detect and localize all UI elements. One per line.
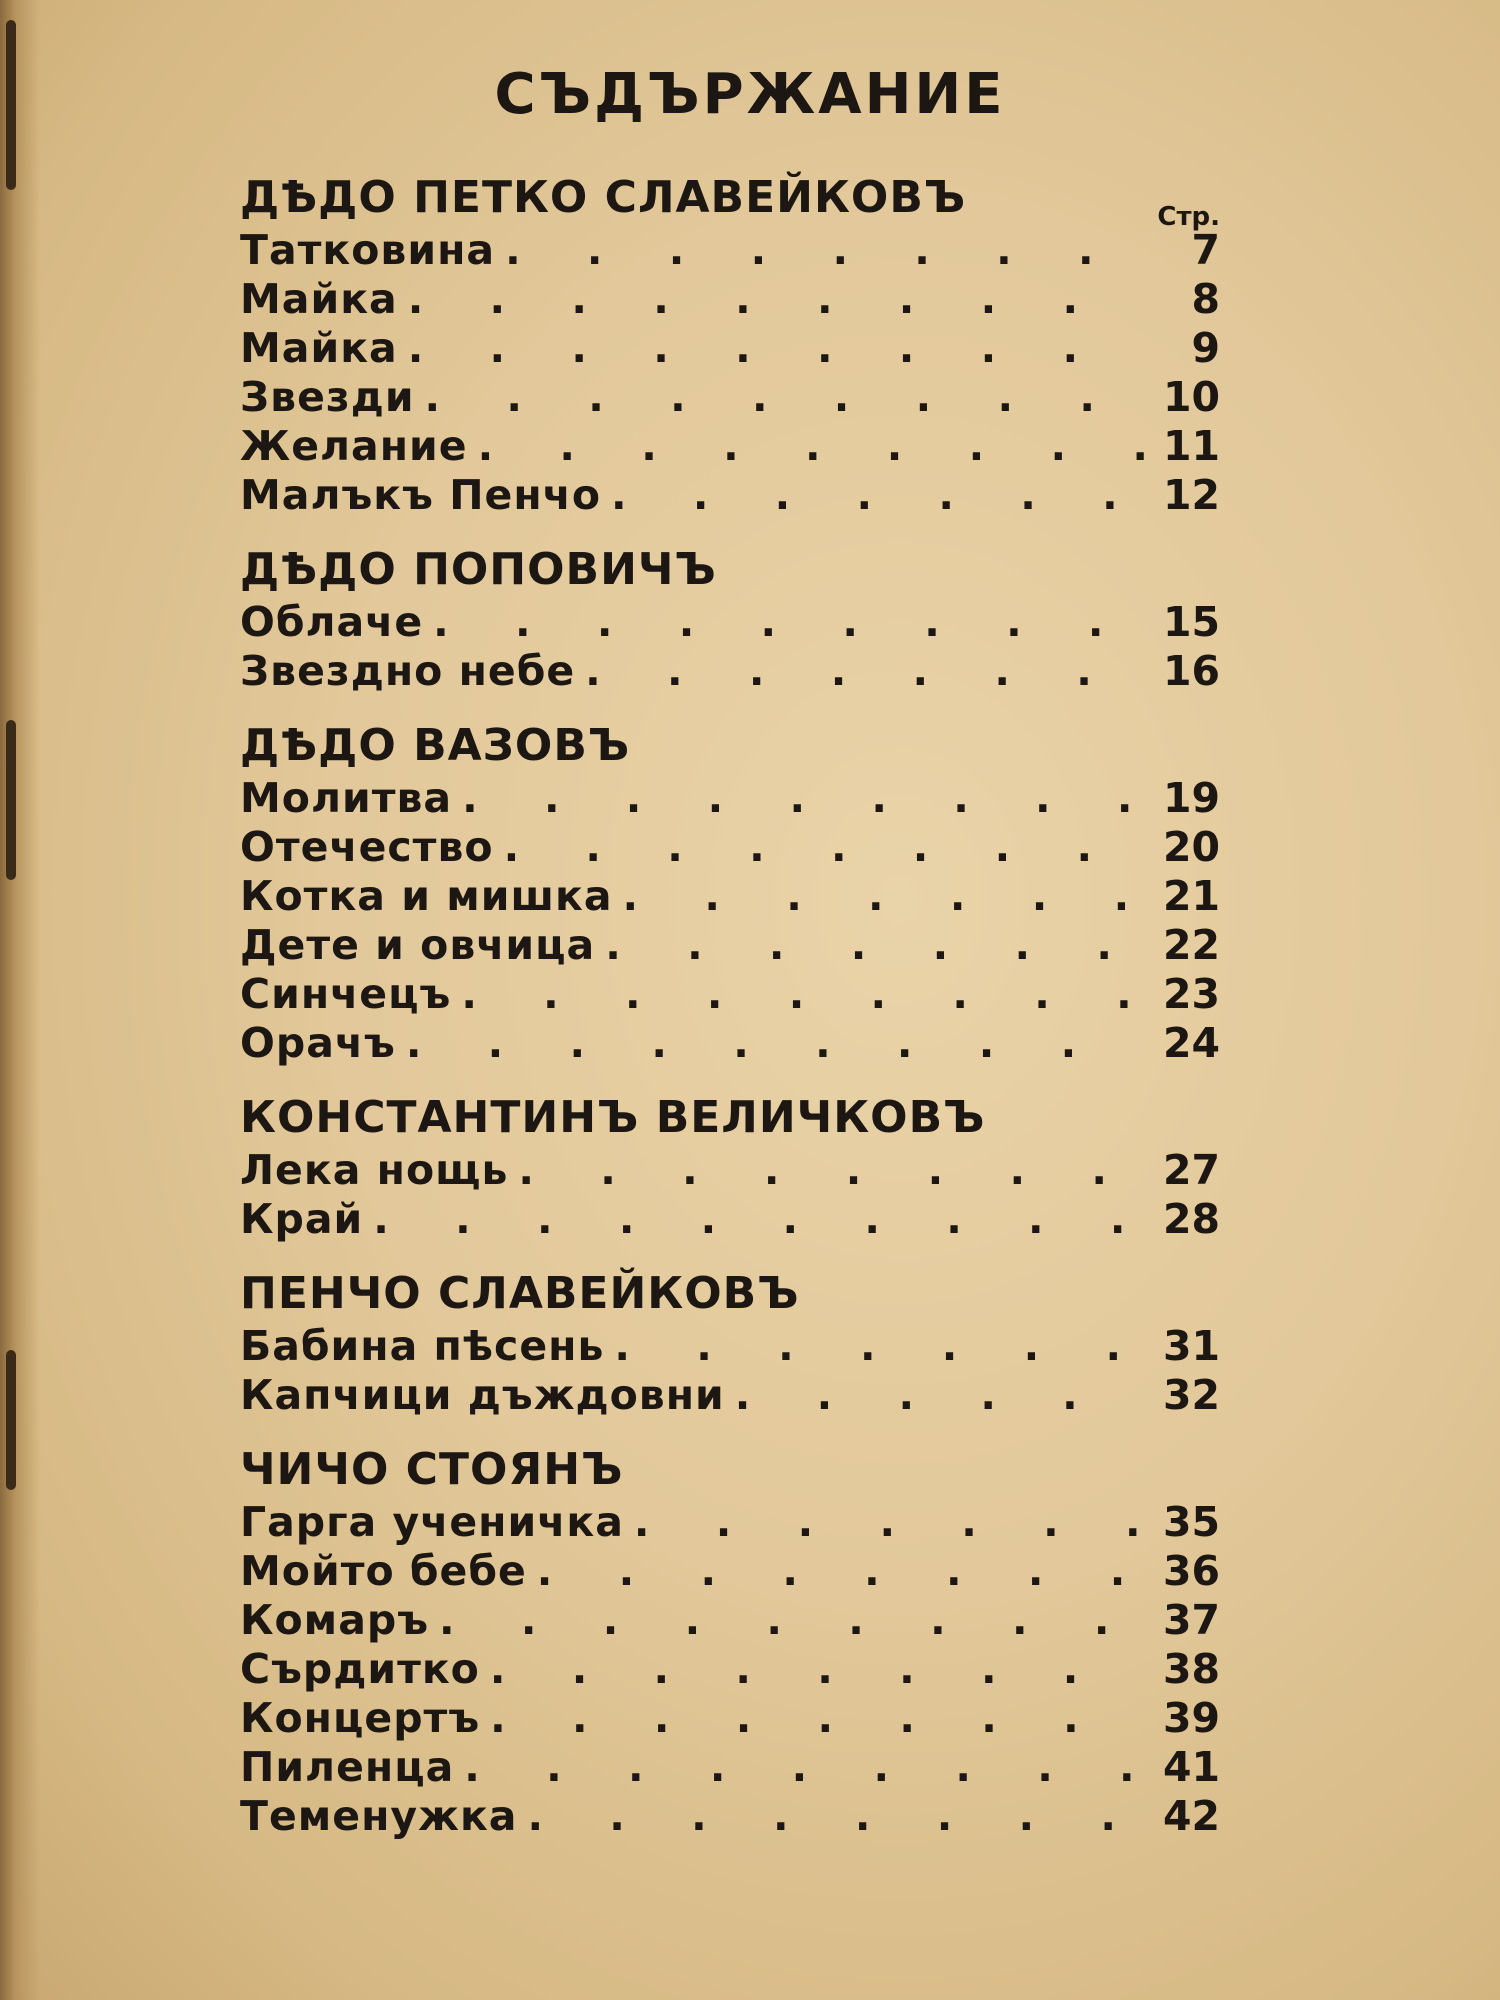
dot-leader (504, 823, 1146, 872)
entry-title: Гарга ученичка (240, 1498, 624, 1546)
dot-leader (464, 1743, 1146, 1792)
dot-leader (406, 1019, 1146, 1068)
author-row (240, 170, 1220, 232)
toc-entry (240, 970, 1220, 1019)
dot-leader (462, 774, 1146, 823)
toc-entry (240, 1792, 1220, 1841)
toc-entry (240, 1596, 1220, 1645)
dot-leader (433, 598, 1146, 647)
page-column-header: Стр. (1157, 202, 1220, 232)
entry-title: Мойто бебе (240, 1547, 527, 1595)
toc-section (240, 542, 1220, 696)
author-row (240, 1090, 1220, 1146)
dot-leader (611, 471, 1146, 520)
entry-title: Татковина (240, 226, 496, 274)
dot-leader (623, 872, 1147, 921)
section-author: ДѢДО ПЕТКО СЛАВЕЙКОВЪ (240, 172, 967, 223)
toc-section (240, 1442, 1220, 1841)
toc-entry (240, 275, 1220, 324)
entry-title: Майка (240, 324, 398, 372)
entry-page-number: 28 (1162, 1195, 1220, 1243)
section-author: ПЕНЧО СЛАВЕЙКОВЪ (240, 1268, 800, 1319)
entry-page-number: 42 (1162, 1792, 1220, 1840)
toc-entry (240, 1322, 1220, 1371)
toc-section (240, 1266, 1220, 1420)
table-of-contents (240, 60, 1220, 1863)
toc-entry (240, 872, 1220, 921)
entry-title: Молитва (240, 774, 453, 822)
author-row (240, 1442, 1220, 1498)
dot-leader (527, 1792, 1146, 1841)
toc-entry (240, 647, 1220, 696)
toc-entry (240, 1547, 1220, 1596)
entry-page-number: 8 (1191, 275, 1220, 323)
entry-title: Звездно небе (240, 647, 576, 695)
entry-page-number: 32 (1162, 1371, 1220, 1419)
entry-title: Пиленца (240, 1743, 455, 1791)
toc-entry (240, 1019, 1220, 1068)
toc-sections (240, 170, 1220, 1841)
entry-title: Малъкъ Пенчо (240, 471, 601, 519)
entry-title: Бабина пѣсень (240, 1322, 605, 1370)
dot-leader (614, 1322, 1146, 1371)
toc-entry (240, 422, 1220, 471)
toc-entry (240, 1371, 1220, 1420)
entry-page-number: 20 (1162, 823, 1220, 871)
entry-page-number: 11 (1162, 422, 1220, 470)
entry-title: Майка (240, 275, 398, 323)
binding-stitch (6, 720, 16, 880)
entry-title: Отечество (240, 823, 494, 871)
toc-entry (240, 1195, 1220, 1244)
toc-entry (240, 373, 1220, 422)
entry-page-number: 41 (1162, 1743, 1220, 1791)
entry-page-number: 27 (1162, 1146, 1220, 1194)
dot-leader (373, 1195, 1146, 1244)
page-title: СЪДЪРЖАНИЕ (494, 62, 1006, 127)
entry-page-number: 39 (1162, 1694, 1220, 1742)
toc-entry (240, 774, 1220, 823)
entry-page-number: 9 (1191, 324, 1220, 372)
entry-page-number: 23 (1162, 970, 1220, 1018)
entry-title: Концертъ (240, 1694, 481, 1742)
entry-page-number: 19 (1162, 774, 1220, 822)
entry-page-number: 21 (1162, 872, 1220, 920)
entry-page-number: 36 (1162, 1547, 1220, 1595)
toc-entry (240, 1645, 1220, 1694)
section-author: ДѢДО ВАЗОВЪ (240, 720, 631, 771)
entry-title: Облаче (240, 598, 424, 646)
binding-stitch (6, 20, 16, 190)
toc-entry (240, 921, 1220, 970)
entry-page-number: 15 (1162, 598, 1220, 646)
entry-page-number: 24 (1162, 1019, 1220, 1067)
toc-section (240, 170, 1220, 520)
toc-entry (240, 1498, 1220, 1547)
entry-title: Дете и овчица (240, 921, 596, 969)
entry-title: Орачъ (240, 1019, 396, 1067)
toc-entry (240, 1146, 1220, 1195)
author-row (240, 542, 1220, 598)
toc-entry (240, 226, 1220, 275)
entry-title: Капчици дъждовни (240, 1371, 725, 1419)
dot-leader (634, 1498, 1146, 1547)
dot-leader (505, 226, 1146, 275)
entry-title: Желание (240, 422, 468, 470)
dot-leader (490, 1645, 1146, 1694)
dot-leader (425, 373, 1146, 422)
entry-page-number: 10 (1162, 373, 1220, 421)
entry-page-number: 7 (1191, 226, 1220, 274)
author-row (240, 1266, 1220, 1322)
author-row (240, 718, 1220, 774)
dot-leader (478, 422, 1146, 471)
entry-title: Звезди (240, 373, 415, 421)
entry-title: Лека нощь (240, 1146, 509, 1194)
section-author: ДѢДО ПОПОВИЧЪ (240, 544, 717, 595)
toc-entry (240, 1694, 1220, 1743)
toc-entry (240, 324, 1220, 373)
toc-entry (240, 471, 1220, 520)
dot-leader (518, 1146, 1146, 1195)
entry-page-number: 37 (1162, 1596, 1220, 1644)
entry-title: Край (240, 1195, 364, 1243)
entry-page-number: 16 (1162, 647, 1220, 695)
entry-title: Котка и мишка (240, 872, 613, 920)
entry-page-number: 38 (1162, 1645, 1220, 1693)
entry-title: Комаръ (240, 1596, 430, 1644)
spine-shadow (0, 0, 40, 2000)
dot-leader (537, 1547, 1146, 1596)
entry-title: Сърдитко (240, 1645, 480, 1693)
entry-page-number: 35 (1162, 1498, 1220, 1546)
entry-page-number: 12 (1162, 471, 1220, 519)
dot-leader (490, 1694, 1146, 1743)
dot-leader (408, 275, 1146, 324)
dot-leader (408, 324, 1146, 373)
dot-leader (439, 1596, 1146, 1645)
entry-page-number: 22 (1162, 921, 1220, 969)
section-author: КОНСТАНТИНЪ ВЕЛИЧКОВЪ (240, 1092, 986, 1143)
dot-leader (585, 647, 1146, 696)
entry-title: Теменужка (240, 1792, 518, 1840)
dot-leader (605, 921, 1146, 970)
toc-entry (240, 1743, 1220, 1792)
dot-leader (735, 1371, 1146, 1420)
section-author: ЧИЧО СТОЯНЪ (240, 1444, 624, 1495)
toc-section (240, 718, 1220, 1068)
toc-entry (240, 598, 1220, 647)
entry-title: Синчецъ (240, 970, 452, 1018)
toc-entry (240, 823, 1220, 872)
toc-section (240, 1090, 1220, 1244)
dot-leader (461, 970, 1146, 1019)
binding-stitch (6, 1350, 16, 1490)
entry-page-number: 31 (1162, 1322, 1220, 1370)
